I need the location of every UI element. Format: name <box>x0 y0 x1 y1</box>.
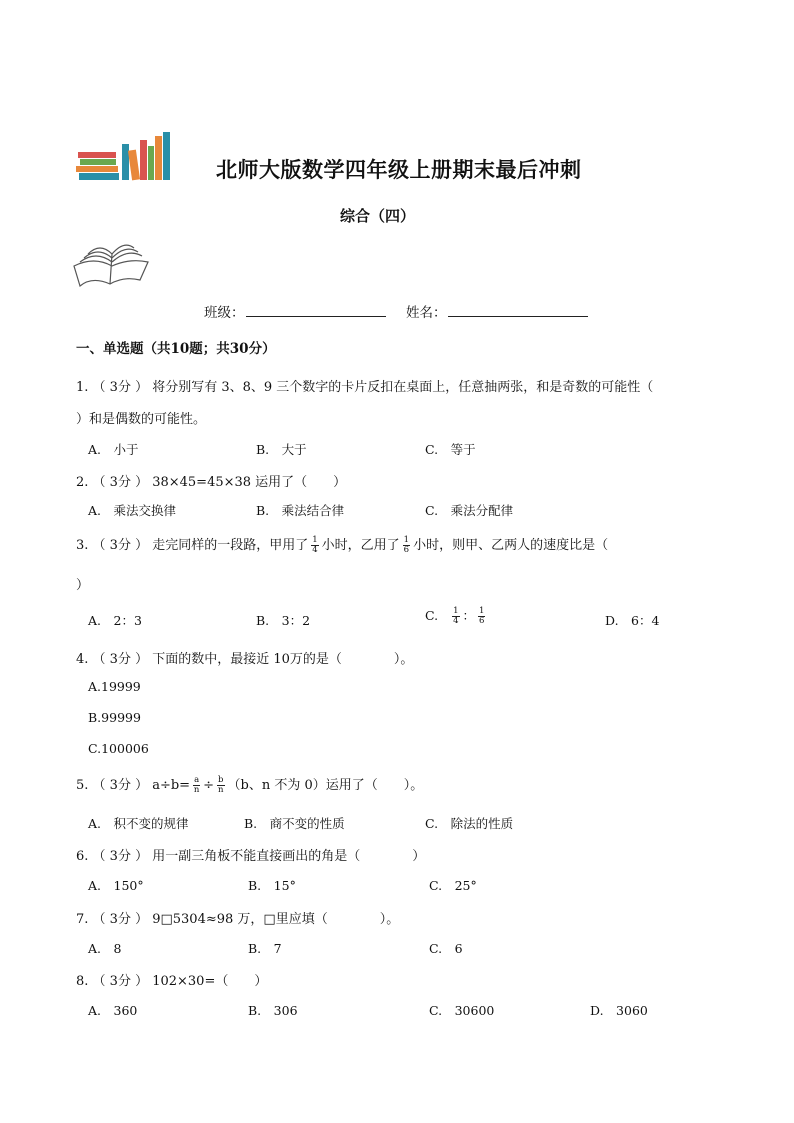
question-4-option-b[interactable]: B.99999 <box>88 710 141 725</box>
question-7-option-a[interactable]: A. 8 <box>88 941 122 956</box>
question-3-option-c[interactable]: C. $\frac{1}{4}$ ： $\frac{1}{6}$ <box>425 606 485 626</box>
name-label: 姓名： <box>406 305 447 321</box>
question-6-option-b[interactable]: B. 15° <box>248 878 296 893</box>
question-4-text: 4. （ 3分 ） 下面的数中，最接近 10万的是（ ）。 <box>76 652 414 667</box>
class-label: 班级： <box>204 305 245 321</box>
question-3-option-b[interactable]: B. 3：2 <box>256 613 311 628</box>
question-5-option-b[interactable]: B. 商不变的性质 <box>244 816 345 831</box>
fraction-one-quarter: $\frac{1}{4}$ <box>312 535 318 555</box>
name-field[interactable] <box>448 316 588 317</box>
question-1-option-c[interactable]: C. 等于 <box>425 442 476 457</box>
question-8-text: 8. （ 3分 ） 102×30=（ ） <box>76 974 268 989</box>
question-7-option-b[interactable]: B. 7 <box>248 941 282 956</box>
question-8-option-b[interactable]: B. 306 <box>248 1003 298 1018</box>
question-8-option-c[interactable]: C. 30600 <box>429 1003 495 1018</box>
page-subtitle: 综合（四） <box>340 207 416 225</box>
fraction-one-sixth: $\frac{1}{6}$ <box>403 535 410 555</box>
fraction-b-over-n: $\frac{b}{n}$ <box>218 775 224 795</box>
question-2-option-b[interactable]: B. 乘法结合律 <box>256 503 345 518</box>
question-8-option-d[interactable]: D. 3060 <box>590 1003 648 1018</box>
question-3-text-part2: 小时，乙用了 <box>321 538 400 553</box>
question-5-option-c[interactable]: C. 除法的性质 <box>425 816 514 831</box>
question-6-option-c[interactable]: C. 25° <box>429 878 477 893</box>
question-8-option-a[interactable]: A. 360 <box>88 1003 138 1018</box>
question-3-option-d[interactable]: D. 6：4 <box>605 613 660 628</box>
option-c-fraction-2: $\frac{1}{6}$ <box>479 606 485 626</box>
section-heading: 一、单选题（共10题；共30分） <box>76 341 276 357</box>
question-1-text-cont: ）和是偶数的可能性。 <box>76 412 207 427</box>
question-5-text: 5. （ 3分 ） a÷b= $\frac{a}{n}$ ÷ $\frac{b}{n}$ （b、n 不为 0）运用了（ ）。 <box>76 775 424 795</box>
page-title: 北师大版数学四年级上册期末最后冲刺 <box>216 157 582 182</box>
option-c-fraction-1: $\frac{1}{4}$ <box>453 606 459 626</box>
open-book-icon <box>70 232 152 294</box>
question-3-text-part1: 3. （ 3分 ） 走完同样的一段路，甲用了 <box>76 538 309 553</box>
question-1-option-a[interactable]: A. 小于 <box>88 442 139 457</box>
question-3-text <box>76 534 608 555</box>
question-3-text-cont: ） <box>76 578 90 593</box>
question-1-text: 1. （ 3分 ） 将分别写有 3、8、9 三个数字的卡片反扣在桌面上，任意抽两张，和是奇数的可能性（ <box>76 380 654 395</box>
question-6-text: 6. （ 3分 ） 用一副三角板不能直接画出的角是（ ） <box>76 849 426 864</box>
question-2-option-c[interactable]: C. 乘法分配律 <box>425 503 514 518</box>
question-4-option-c[interactable]: C.100006 <box>88 741 149 756</box>
question-7-option-c[interactable]: C. 6 <box>429 941 463 956</box>
question-5-option-a[interactable]: A. 积不变的规律 <box>88 816 189 831</box>
question-1-option-b[interactable]: B. 大于 <box>256 442 307 457</box>
question-3-text-part3: 小时，则甲、乙两人的速度比是（ <box>413 538 609 553</box>
question-6-option-a[interactable]: A. 150° <box>88 878 144 893</box>
fraction-a-over-n: $\frac{a}{n}$ <box>193 775 200 795</box>
question-2-text: 2. （ 3分 ） 38×45=45×38 运用了（ ） <box>76 475 347 490</box>
books-stack-icon <box>76 132 176 182</box>
class-field[interactable] <box>246 316 386 317</box>
question-4-option-a[interactable]: A.19999 <box>88 679 141 694</box>
question-3-option-a[interactable]: A. 2：3 <box>88 613 142 628</box>
question-2-option-a[interactable]: A. 乘法交换律 <box>88 503 177 518</box>
question-7-text: 7. （ 3分 ） 9□5304≈98 万，□里应填（ ）。 <box>76 912 400 927</box>
